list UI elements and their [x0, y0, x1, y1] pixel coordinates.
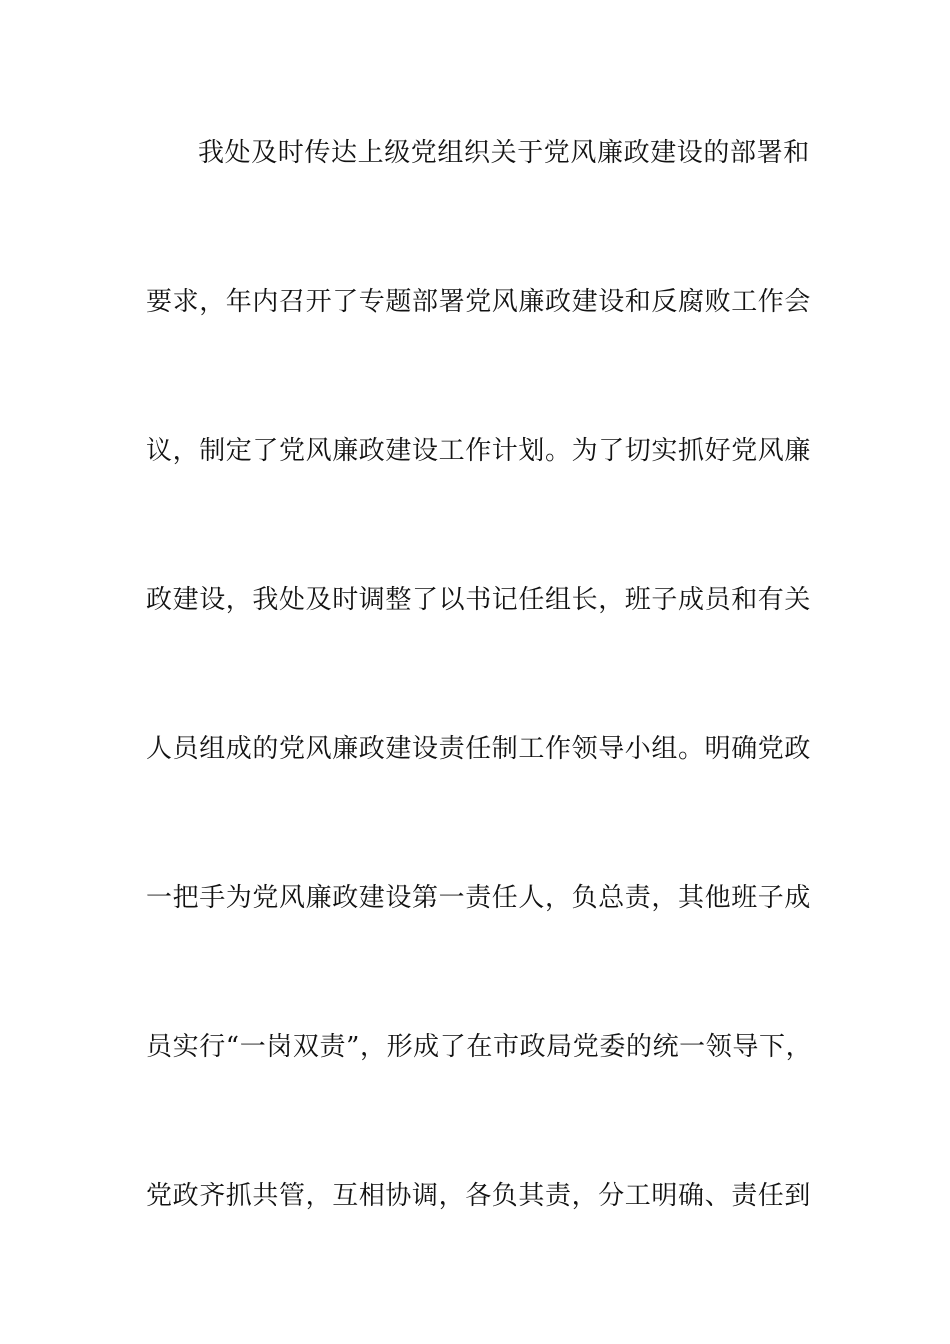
- paragraph-line-8: 党政齐抓共管，互相协调，各负其责，分工明确、责任到: [146, 1181, 812, 1211]
- paragraph-line-3: 议，制定了党风廉政建设工作计划。为了切实抓好党风廉: [146, 436, 812, 466]
- paragraph-line-7: 员实行“一岗双责”，形成了在市政局党委的统一领导下，: [146, 1032, 813, 1062]
- paragraph-line-4: 政建设，我处及时调整了以书记任组长，班子成员和有关: [146, 585, 812, 615]
- paragraph-line-5: 人员组成的党风廉政建设责任制工作领导小组。明确党政: [146, 734, 812, 764]
- paragraph-line-6: 一把手为党风廉政建设第一责任人，负总责，其他班子成: [146, 883, 812, 913]
- paragraph-line-1: 我处及时传达上级党组织关于党风廉政建设的部署和: [198, 138, 810, 168]
- paragraph-line-2: 要求，年内召开了专题部署党风廉政建设和反腐败工作会: [146, 287, 812, 317]
